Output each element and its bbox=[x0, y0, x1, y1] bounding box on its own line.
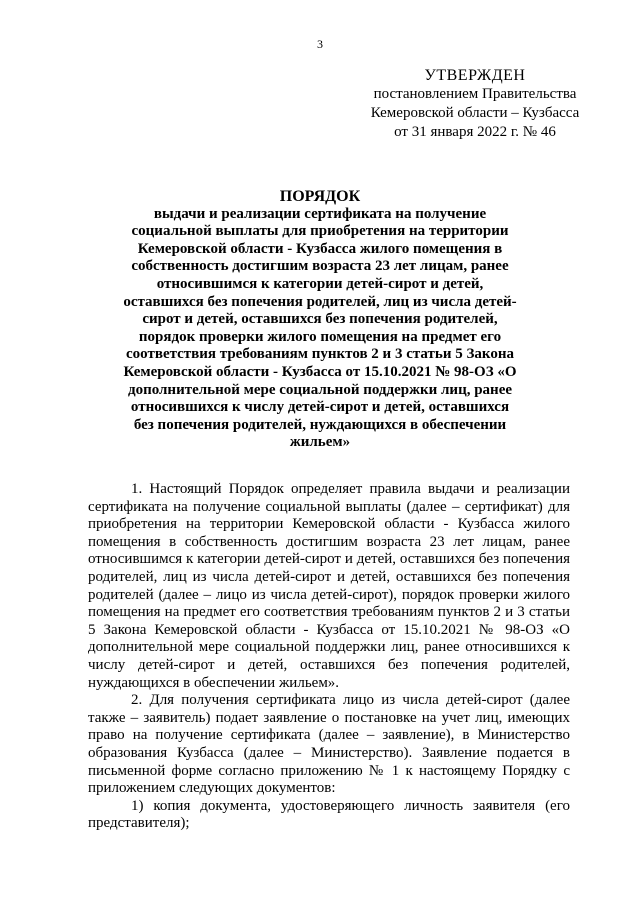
approval-line-2: Кемеровской области – Кузбасса bbox=[370, 105, 580, 121]
paragraph-2: 2. Для получения сертификата лицо из числа детей-сирот (далее также – заявитель) подает заявление о постановке на учет лиц, имеющих право на получение сертификата (далее – заявление), в Министерство образования Кузбасса (далее – Министерство). Заявление подается в письменной форме согласно приложению № 1 к настоящему Порядку с приложением следующих документов: bbox=[88, 692, 570, 797]
document-body bbox=[88, 481, 570, 833]
document-title-text: выдачи и реализации сертификата на получение социальной выплаты для приобретения на территории Кемеровской области - Кузбасса жилого помещения в собственность достигшим возраста 23 лет лицам, ранее относившимся к категории детей-сирот и детей, оставшихся без попечения родителей, лиц из числа детей-сирот и детей, оставшихся без попечения родителей, порядок проверки жилого помещения на предмет его соответствия требованиям пунктов 2 и 3 статьи 5 Закона Кемеровской области - Кузбасса от 15.10.2021 № 98-ОЗ «О дополнительной мере социальной поддержки лиц, ранее относившихся к числу детей-сирот и детей, оставшихся без попечения родителей, нуждающихся в обеспечении жильем» bbox=[123, 205, 517, 451]
paragraph-1: 1. Настоящий Порядок определяет правила выдачи и реализации сертификата на получение социальной выплаты (далее – сертификат) для приобретения на территории Кемеровской области - Кузбасса жилого помещения в собственность достигшим возраста 23 лет лицам, ранее относившимся к категории детей-сирот и детей, оставшихся без попечения родителей, лиц из числа детей-сирот и детей, оставшихся без попечения родителей (далее – лицо из числа детей-сирот), порядок проверки жилого помещения на предмет его соответствия требованиям пунктов 2 и 3 статьи 5 Закона Кемеровской области - Кузбасса от 15.10.2021 № 98-ОЗ «О дополнительной мере социальной поддержки лиц, ранее относившихся к числу детей-сирот и детей, оставшихся без попечения родителей, нуждающихся в обеспечении жильем». bbox=[88, 481, 570, 691]
document-heading: ПОРЯДОК bbox=[279, 188, 361, 205]
approval-line-1: постановлением Правительства bbox=[373, 86, 577, 102]
approval-line-3: от 31 января 2022 г. № 46 bbox=[394, 124, 556, 140]
page-number: 3 bbox=[317, 37, 323, 51]
approval-title: УТВЕРЖДЕН bbox=[424, 67, 526, 84]
document-title bbox=[120, 188, 520, 452]
approval-stamp bbox=[360, 66, 590, 142]
paragraph-3: 1) копия документа, удостоверяющего личность заявителя (его представителя); bbox=[88, 797, 570, 832]
